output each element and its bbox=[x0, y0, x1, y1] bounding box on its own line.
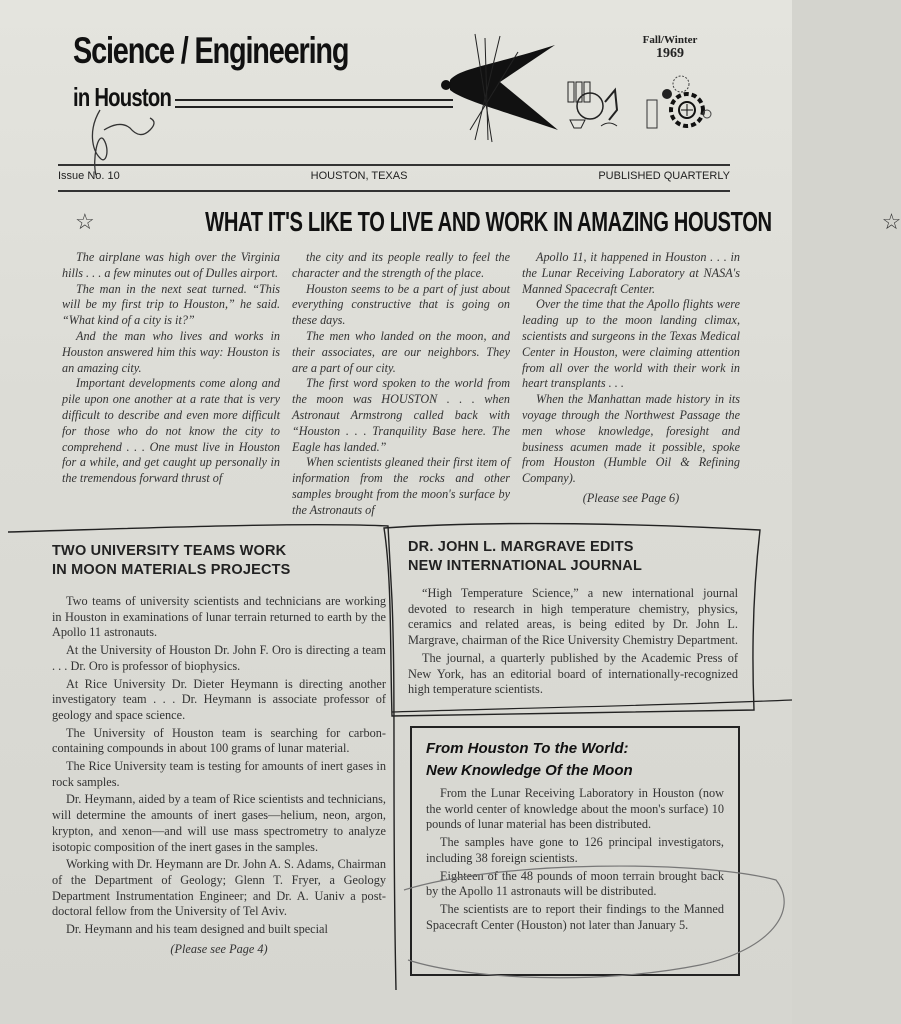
issue-number: Issue No. 10 bbox=[58, 170, 120, 182]
paragraph: The Rice University team is testing for amounts of inert gases in rock samples. bbox=[52, 759, 386, 789]
lead-column-1 bbox=[62, 250, 280, 519]
continued-note: (Please see Page 4) bbox=[170, 941, 268, 956]
university-story bbox=[52, 542, 386, 957]
paragraph: Over the time that the Apollo flights were leading up to the moon landing climax, scientists and surgeons in the Texas Medical Center in Houston, were claiming attention from all over the world with their work in heart transplants . . . bbox=[522, 297, 740, 391]
moon-box-body bbox=[412, 786, 738, 933]
headline-line: New Knowledge Of the Moon bbox=[426, 762, 633, 779]
masthead-rule-bottom bbox=[175, 106, 453, 108]
paragraph: the city and its people really to feel the character and the strength of the place. bbox=[292, 250, 510, 280]
paragraph: From the Lunar Receiving Laboratory in Houston (now the world center of knowledge about the moon's surface) 10 pounds of lunar material has been distributed. bbox=[426, 786, 724, 832]
masthead-divider-top bbox=[58, 164, 730, 166]
issue-season bbox=[620, 34, 720, 62]
university-headline bbox=[52, 542, 386, 580]
lead-headline bbox=[75, 206, 901, 238]
paragraph: “High Temperature Science,” a new international journal devoted to research in high temperature chemistry, physics, ceramics and related areas, is being edited by Dr. John L. Margrave, chairman of the Rice University Chemistry Department. bbox=[408, 586, 738, 648]
headline-line: IN MOON MATERIALS PROJECTS bbox=[52, 562, 291, 578]
paragraph: The men who landed on the moon, and their associates, are our neighbors. They are a part of our city. bbox=[292, 328, 510, 375]
journal-headline bbox=[408, 538, 738, 576]
frequency: PUBLISHED QUARTERLY bbox=[598, 170, 730, 182]
paragraph: Important developments come along and pile upon one another at a rate that is very difficult to describe and even more difficult for those who do not know the city to comprehend . . . One must live in Houston for a while, and get caught up personally in the tremendous forward thrust of bbox=[62, 376, 280, 486]
masthead-rule-top bbox=[175, 99, 453, 101]
paragraph: At Rice University Dr. Dieter Heymann is directing another investigatory team . . . Dr. Heymann is associate professor of geology and space science. bbox=[52, 676, 386, 722]
paragraph: Houston seems to be a part of just about everything constructive that is going on these days. bbox=[292, 281, 510, 328]
season-label: Fall/Winter bbox=[642, 34, 698, 46]
masthead-subtitle: in Houston bbox=[73, 82, 172, 112]
paragraph: The samples have gone to 126 principal investigators, including 38 foreign scientists. bbox=[426, 835, 724, 865]
paragraph: Dr. Heymann and his team designed and built special bbox=[66, 922, 328, 937]
location: HOUSTON, TEXAS bbox=[310, 170, 408, 182]
paragraph: And the man who lives and works in Houston answered him this way: Houston is an amazing city. bbox=[62, 328, 280, 375]
paragraph: The first word spoken to the world from the moon was HOUSTON . . . when Astronaut Armstrong called back with “Houston . . . Tranquility Base here. The Eagle has landed.” bbox=[292, 376, 510, 454]
year-label: 1969 bbox=[656, 46, 684, 61]
lead-story-columns bbox=[62, 250, 742, 519]
paragraph: Eighteen of the 48 pounds of moon terrain brought back by the Apollo 11 astronauts will be distributed. bbox=[426, 868, 724, 899]
paragraph: Apollo 11, it happened in Houston . . . in the Lunar Receiving Laboratory at NASA's Manned Spacecraft Center. bbox=[522, 250, 740, 296]
paragraph: The University of Houston team is searching for carbon-containing compounds in about 100 grams of lunar material. bbox=[52, 725, 386, 756]
masthead-title: Science / Engineering bbox=[73, 30, 349, 71]
paragraph: When the Manhattan made history in its voyage through the Northwest Passage the men whose knowledge, foresight and business acumen made it possible, spoke from Houston (Humble Oil & Refining Company). bbox=[522, 392, 740, 486]
star-icon: ☆ bbox=[881, 209, 901, 234]
gears-icon bbox=[645, 72, 715, 134]
headline-line: NEW INTERNATIONAL JOURNAL bbox=[408, 558, 643, 574]
paragraph: The man in the next seat turned. “This will be my first trip to Houston,” he said. “What kind of a city is it?” bbox=[62, 281, 280, 328]
journal-underline bbox=[392, 700, 792, 712]
headline-line: DR. JOHN L. MARGRAVE EDITS bbox=[408, 539, 634, 555]
paragraph: The journal, a quarterly published by the Academic Press of New York, has an editorial board of internationally-recognized high temperature scientists. bbox=[408, 650, 738, 697]
paragraph: When scientists gleaned their first item of information from the rocks and other samples brought from the moon's surface by the Astronauts of bbox=[292, 455, 510, 517]
paragraph: Two teams of university scientists and technicians are working in Houston in examinations of lunar terrain returned to earth by the Apollo 11 astronauts. bbox=[52, 594, 386, 640]
moon-box-headline bbox=[412, 728, 738, 786]
lead-column-3 bbox=[522, 250, 740, 519]
paragraph: Dr. Heymann, aided by a team of Rice scientists and technicians, will determine the amounts of inert gases—helium, neon, argon, krypton, and xenon—and will use mass spectrometry to analyze isotopic composition of the inert gases in the samples. bbox=[52, 792, 386, 854]
headline-line: TWO UNIVERSITY TEAMS WORK bbox=[52, 543, 287, 559]
lead-headline-text: WHAT IT'S LIKE TO LIVE AND WORK IN AMAZING HOUSTON bbox=[204, 206, 772, 237]
paragraph: The airplane was high over the Virginia hills . . . a few minutes out of Dulles airport. bbox=[62, 250, 280, 280]
moon-knowledge-box bbox=[410, 726, 740, 976]
lead-column-2 bbox=[292, 250, 510, 519]
journal-body bbox=[408, 586, 738, 698]
university-body bbox=[52, 594, 386, 957]
journal-story bbox=[408, 538, 738, 700]
masthead-divider-bottom bbox=[58, 190, 730, 192]
continued-note: (Please see Page 6) bbox=[582, 490, 680, 505]
paragraph: At the University of Houston Dr. John F. Oro is directing a team . . . Dr. Oro is professor of biophysics. bbox=[52, 643, 386, 673]
issue-bar bbox=[58, 170, 730, 182]
lab-flasks-icon bbox=[565, 80, 625, 135]
star-icon: ☆ bbox=[75, 209, 95, 234]
paragraph: The scientists are to report their findings to the Manned Spacecraft Center (Houston) not later than January 5. bbox=[426, 901, 724, 932]
paragraph: Working with Dr. Heymann are Dr. John A. S. Adams, Chairman of the Department of Geology; Glenn T. Fryer, a Geology Department Instrumentation Engineer; and Dr. A. Uaniv a post-doctoral fellow from the University of Tel Aviv. bbox=[52, 857, 386, 919]
headline-line: From Houston To the World: bbox=[426, 740, 629, 757]
